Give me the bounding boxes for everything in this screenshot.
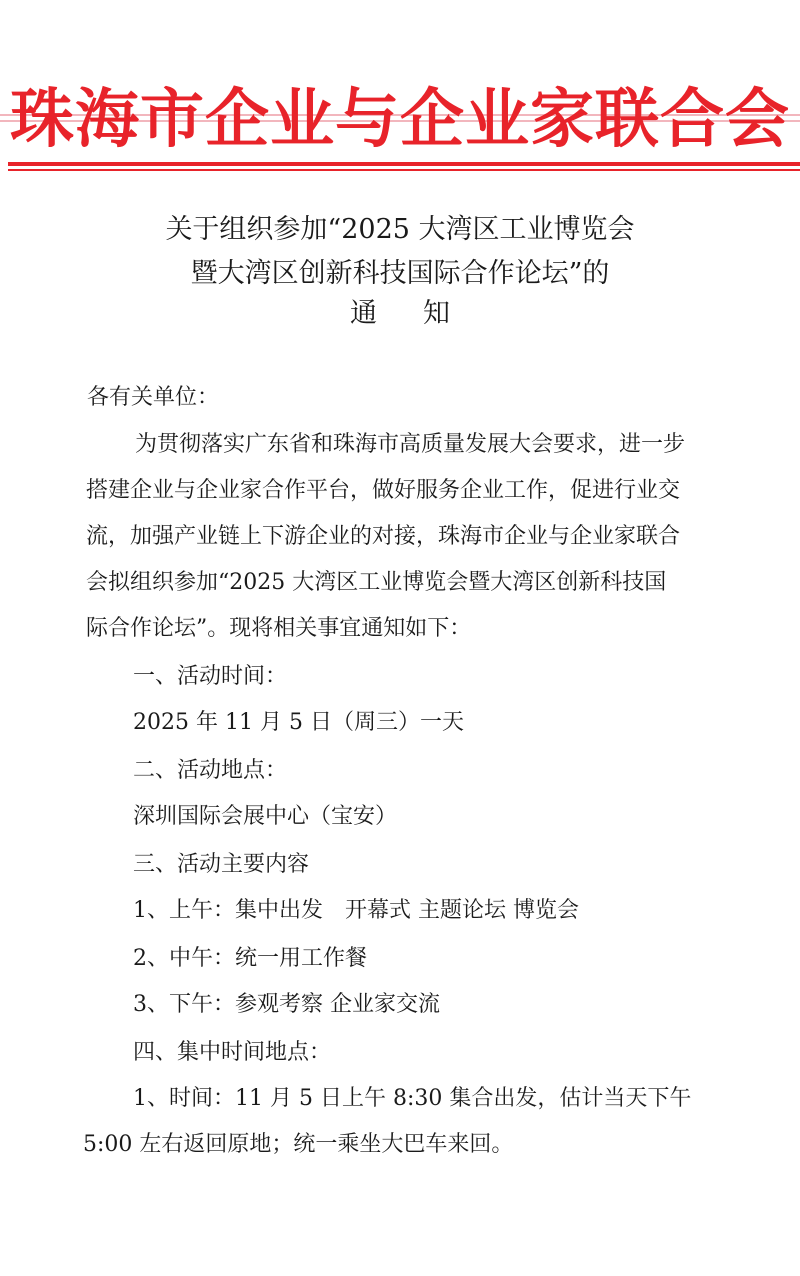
intro-line: 为贯彻落实广东省和珠海市高质量发展大会要求，进一步 bbox=[135, 432, 686, 457]
section-content: 深圳国际会展中心（宝安） bbox=[133, 804, 398, 829]
list-item: 2、中午：统一用工作餐 bbox=[133, 946, 367, 971]
section-heading: 四、集中时间地点： bbox=[133, 1040, 332, 1065]
list-item: 1、时间：11 月 5 日上午 8:30 集合出发，估计当天下午 bbox=[133, 1086, 692, 1111]
letterhead-rule-thin bbox=[8, 169, 800, 171]
list-item: 5:00 左右返回原地；统一乘坐大巴车来回。 bbox=[83, 1132, 514, 1157]
section-heading: 一、活动时间： bbox=[133, 664, 288, 689]
intro-line: 会拟组织参加“2025 大湾区工业博览会暨大湾区创新科技国 bbox=[86, 570, 667, 595]
list-item: 1、上午：集中出发 开幕式 主题论坛 博览会 bbox=[133, 898, 579, 923]
list-item: 3、下午：参观考察 企业家交流 bbox=[133, 992, 440, 1017]
section-heading: 二、活动地点： bbox=[133, 758, 288, 783]
intro-line: 际合作论坛”。现将相关事宜通知如下： bbox=[86, 616, 472, 641]
organization-name: 珠海市企业与企业家联合会 bbox=[10, 82, 790, 157]
document-title-line2: 暨大湾区创新科技国际合作论坛”的 bbox=[190, 258, 610, 289]
intro-line: 流，加强产业链上下游企业的对接，珠海市企业与企业家联合 bbox=[86, 524, 681, 549]
letterhead-rule-thick bbox=[8, 162, 800, 166]
intro-line: 搭建企业与企业家合作平台，做好服务企业工作，促进行业交 bbox=[86, 478, 681, 503]
document-title-line1: 关于组织参加“2025 大湾区工业博览会 bbox=[165, 214, 635, 245]
document-title-line3: 通知 bbox=[350, 298, 496, 329]
section-content: 2025 年 11 月 5 日（周三）一天 bbox=[133, 710, 464, 735]
letterhead bbox=[0, 0, 800, 180]
section-heading: 三、活动主要内容 bbox=[133, 852, 310, 877]
salutation: 各有关单位： bbox=[87, 385, 220, 410]
